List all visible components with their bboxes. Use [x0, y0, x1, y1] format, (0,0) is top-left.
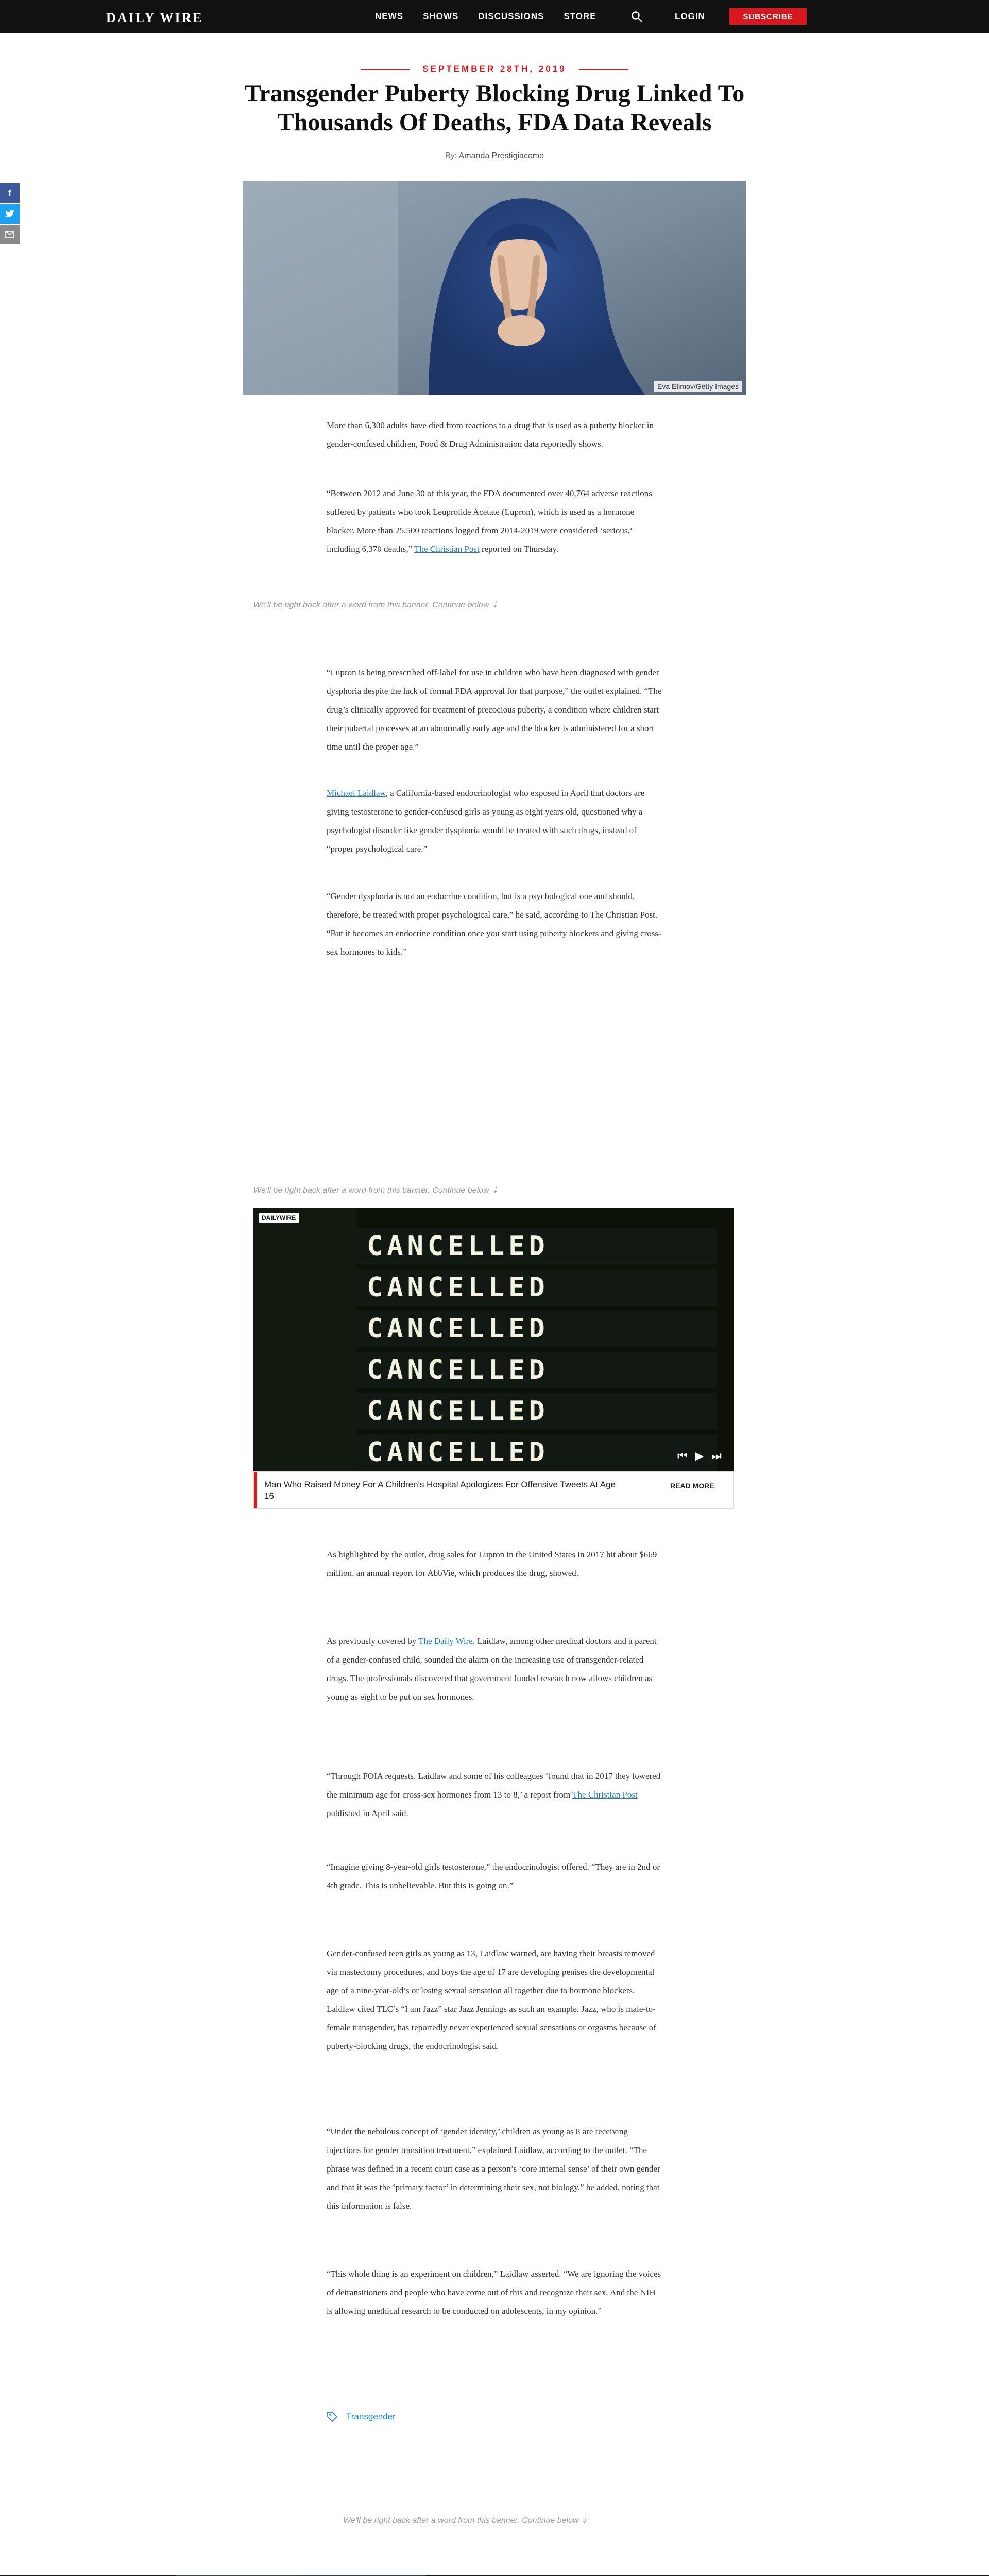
- facebook-icon: f: [8, 188, 11, 198]
- twitter-share-button[interactable]: [0, 204, 20, 224]
- board-row: CANCELLED: [356, 1393, 717, 1429]
- search-icon[interactable]: [630, 10, 643, 23]
- video-brand-badge: DAILYWIRE: [259, 1213, 299, 1223]
- banner-note-2: We'll be right back after a word from this banner. Continue below ⇣: [253, 1186, 499, 1195]
- paragraph-2: [327, 484, 662, 558]
- subscribe-button[interactable]: SUBSCRIBE: [729, 8, 807, 25]
- hero-photo-art: [243, 181, 746, 395]
- paragraph-5: “Gender dysphoria is not an endocrine condition, but is a psychological one and should, therefore, be treated with proper psychological care,” he said, according to The Christian Post. “But it becomes an endocrine condition once you start using puberty blockers and giving cross-sex hormones to kids.”: [327, 891, 661, 957]
- article-byline: By: Amanda Prestigiacomo: [445, 151, 544, 160]
- article-date: SEPTEMBER 28TH, 2019: [422, 64, 567, 74]
- board-row: CANCELLED: [356, 1311, 717, 1347]
- previous-icon[interactable]: ⏮: [677, 1449, 688, 1462]
- paragraph-11: “Under the nebulous concept of ‘gender identity,’ children as young as 8 are receiving injections for gender transition treatment,” explained Laidlaw, according to the outlet. “The phrase was defined in a recent court case as a person’s ‘core internal sense’ of their own gender and that it was the ‘primary factor’ in determining their sex, not biology,” he added, noting that this information is false.: [327, 2127, 660, 2211]
- nav-item-news[interactable]: NEWS: [375, 11, 403, 21]
- video-player[interactable]: [253, 1208, 734, 1471]
- paragraph-12: “This whole thing is an experiment on children,” Laidlaw asserted. “We are ignoring the voices of detransitioners and people who have come out of this and recognize their sex. And the NIH is allowing unethical research to be conducted on adolescents, in my opinion.”: [327, 2269, 661, 2316]
- image-credit: Eva Etimov/Getty Images: [654, 381, 742, 392]
- next-icon[interactable]: ⏭: [711, 1449, 722, 1462]
- paragraph-3: “Lupron is being prescribed off-label for use in children who have been diagnosed with gender dysphoria despite the lack of formal FDA approval for that purpose,” the outlet explained. “The drug’s clinically approved for treatment of precocious puberty, a condition where children start their pubertal processes at an abnormally early age and the blocker is administered for a short time until the proper age.”: [327, 668, 662, 752]
- paragraph-8: [327, 1767, 662, 1823]
- video-title[interactable]: Man Who Raised Money For A Children's Hospital Apologizes For Offensive Tweets At Age 16: [264, 1480, 616, 1501]
- paragraph-2-tail: reported on Thursday.: [481, 544, 559, 554]
- site-logo[interactable]: DAILY WIRE: [106, 10, 203, 25]
- paragraph-4-text: , a California-based endocrinologist who exposed in April that doctors are giving testosterone to gender-confused girls as young as eight years old, questioned why a psychologist disorder like gender dysphoria would be treated with such drugs, instead of “proper psychological care.”: [327, 788, 645, 854]
- article-headline: Transgender Puberty Blocking Drug Linked To Thousands Of Deaths, FDA Data Reveals: [244, 80, 745, 136]
- login-link[interactable]: LOGIN: [675, 11, 705, 21]
- paragraph-1: More than 6,300 adults have died from reactions to a drug that is used as a puberty blocker in gender-confused children, Food & Drug Administration data reportedly shows.: [327, 420, 654, 449]
- main-nav: [375, 0, 596, 33]
- christian-post-link[interactable]: The Christian Post: [414, 544, 480, 554]
- nav-item-shows[interactable]: SHOWS: [423, 11, 459, 21]
- paragraph-8-text: “Through FOIA requests, Laidlaw and some of his colleagues ‘found that in 2017 they lowered the minimum age for cross-sex hormones from 13 to 8,’ a report from: [327, 1771, 661, 1800]
- hero-image: [243, 181, 746, 395]
- paragraph-7-text: , Laidlaw, among other medical doctors and a parent of a gender-confused child, sounded the alarm on the increasing use of transgender-related drugs. The professionals discovered that government funded research now allows children as young as eight to be put on sex hormones.: [327, 1636, 657, 1702]
- video-accent-bar: [254, 1472, 257, 1508]
- michael-laidlaw-link[interactable]: Michael Laidlaw: [327, 788, 386, 798]
- author-link[interactable]: Amanda Prestigiacomo: [458, 151, 544, 160]
- article-tags: [327, 2411, 396, 2422]
- board-row: CANCELLED: [356, 1434, 717, 1470]
- paragraph-8-tail: published in April said.: [327, 1808, 408, 1818]
- email-icon: [5, 231, 14, 238]
- facebook-share-button[interactable]: [0, 183, 20, 203]
- email-share-button[interactable]: [0, 225, 20, 244]
- twitter-icon: [5, 210, 14, 218]
- read-more-button[interactable]: READ MORE: [670, 1482, 714, 1490]
- paragraph-6: As highlighted by the outlet, drug sales for Lupron in the United States in 2017 hit about $669 million, an annual report for AbbVie, which produces the drug, showed.: [327, 1550, 657, 1578]
- paragraph-2-text: “Between 2012 and June 30 of this year, the FDA documented over 40,764 adverse reactions suffered by patients who took Leuprolide Acetate (Lupron), which is used as a hormone blocker. More than 25,500 reactions logged from 2014-2019 were considered ‘serious,’ including 6,370 deaths,”: [327, 488, 652, 554]
- paragraph-4: [327, 784, 662, 858]
- tag-icon: [327, 2411, 338, 2422]
- board-row: CANCELLED: [356, 1228, 717, 1264]
- daily-wire-link[interactable]: The Daily Wire: [418, 1636, 473, 1646]
- banner-note: We'll be right back after a word from this banner. Continue below ⇣: [253, 601, 499, 609]
- christian-post-link-2[interactable]: The Christian Post: [572, 1790, 638, 1800]
- top-navigation-bar: [0, 0, 989, 33]
- departure-board: [356, 1228, 717, 1471]
- paragraph-9: “Imagine giving 8-year-old girls testosterone,” the endocrinologist offered. “They are in 2nd or 4th grade. This is unbelievable. But this is going on.”: [327, 1862, 660, 1890]
- board-row: CANCELLED: [356, 1352, 717, 1388]
- byline-prefix: By: [445, 151, 455, 160]
- play-icon[interactable]: ▶: [695, 1449, 704, 1462]
- nav-item-store[interactable]: STORE: [564, 11, 596, 21]
- tag-link-transgender[interactable]: Transgender: [346, 2412, 396, 2421]
- paragraph-10: Gender-confused teen girls as young as 13, Laidlaw warned, are having their breasts removed via mastectomy procedures, and boys the age of 17 are developing penises the developmental age of a nine-year-old’s or losing sexual sensation all together due to hormone blockers. Laidlaw cited TLC’s “I am Jazz” star Jazz Jennings as such an example. Jazz, who is male-to-female transgender, has reportedly never experienced sexual sensations or orgasms because of puberty-blocking drugs, the endocrinologist said.: [327, 1948, 657, 2051]
- board-row: CANCELLED: [356, 1269, 717, 1306]
- paragraph-7-pre: As previously covered by: [327, 1636, 417, 1646]
- banner-note-3: We'll be right back after a word from this banner. Continue below ⇣: [343, 2516, 588, 2525]
- paragraph-7: [327, 1632, 662, 1706]
- nav-item-discussions[interactable]: DISCUSSIONS: [478, 11, 544, 21]
